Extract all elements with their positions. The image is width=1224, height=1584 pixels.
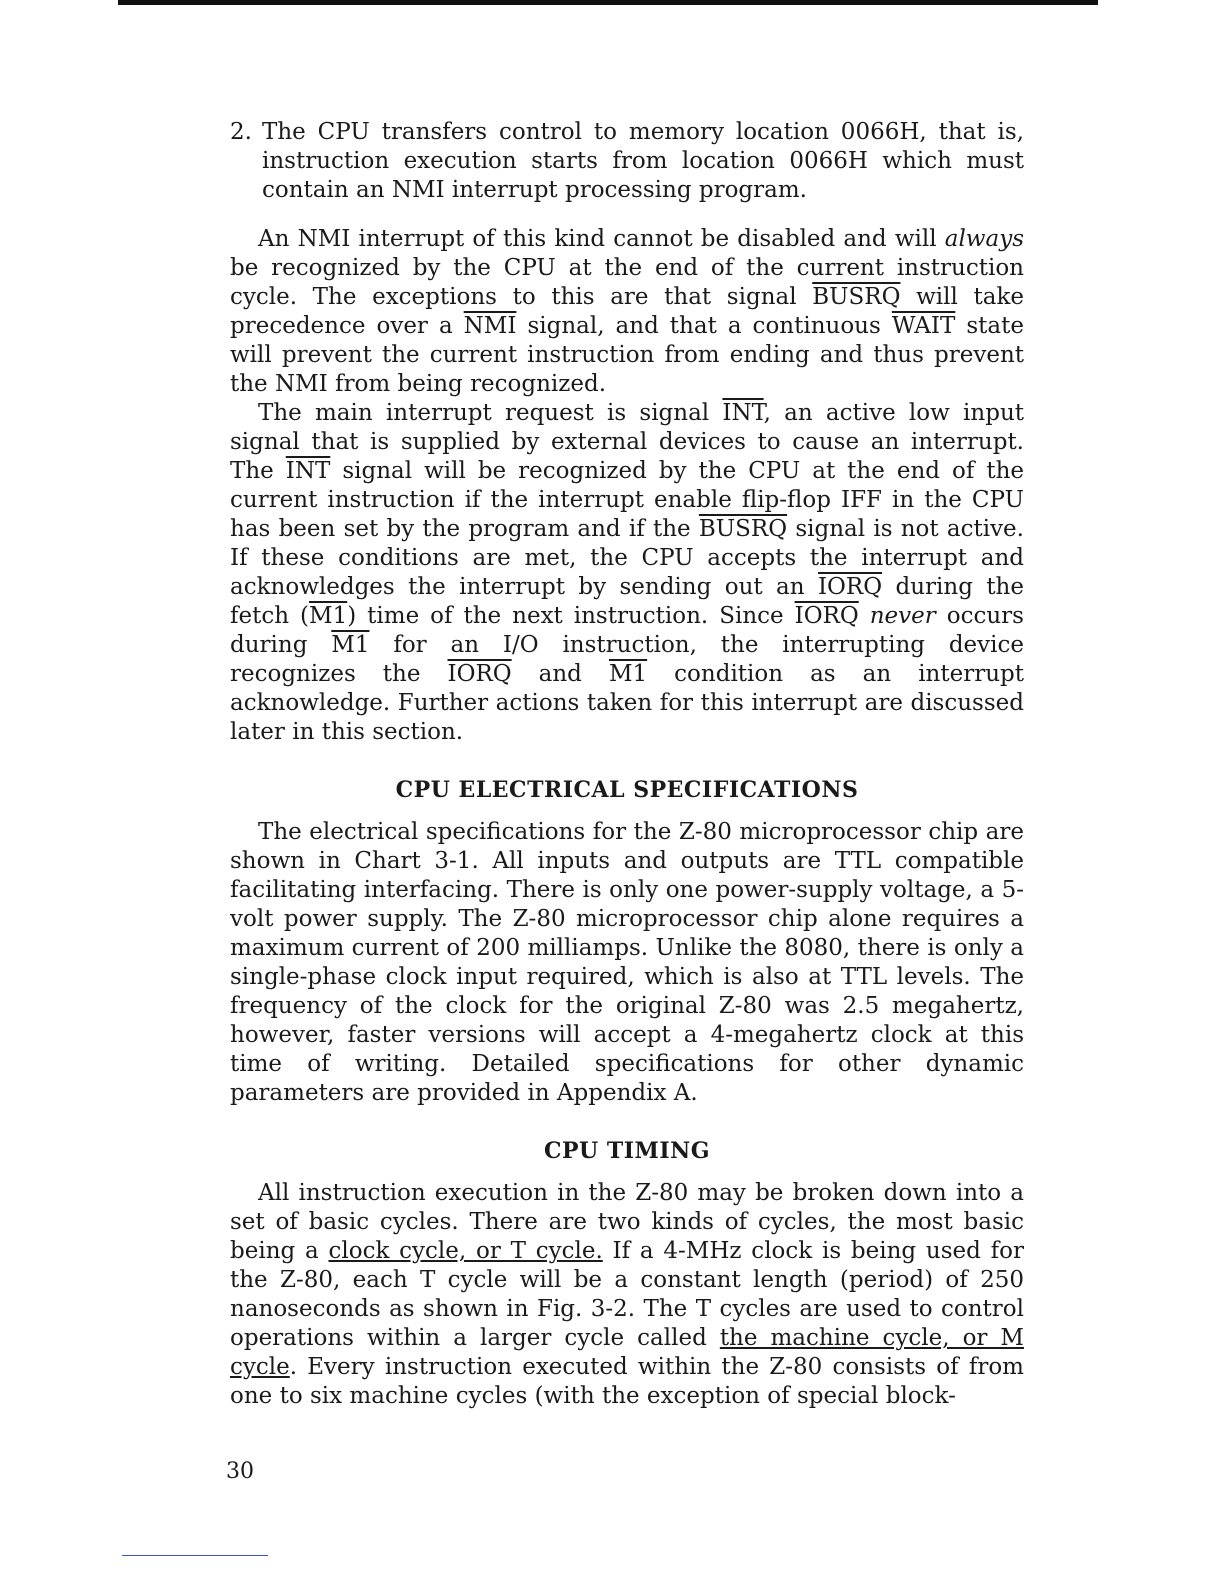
- term-clock-cycle: clock cycle, or T cycle.: [328, 1238, 603, 1264]
- term-machine-cycle: the machine cycle, or M cycle: [230, 1325, 1024, 1380]
- signal-m1: M1: [331, 632, 370, 658]
- signal-busrq: BUSRQ: [812, 284, 901, 310]
- signal-int: $\overline{INT}$: [285, 458, 331, 484]
- text-column: [230, 118, 1024, 1411]
- text-run: All instruction execution in the Z-80 may be broken down into a set of basic cycles. There are two kinds of cycles, the most basic being a: [230, 1180, 1024, 1264]
- text-run: signal is not active. If these conditions are met, the CPU accepts the interrupt and acknowledges the interrupt by sending out an: [230, 516, 1024, 600]
- list-number: 2.: [230, 119, 252, 145]
- electrical-paragraph: The electrical specifications for the Z-80 microprocessor chip are shown in Chart 3-1. All inputs and outputs are TTL compatible facilitating interfacing. There is only one power-supply voltage, a 5-volt power supply. The Z-80 microprocessor chip alone requires a maximum current of 200 milliamps. Unlike the 8080, there is only a single-phase clock input required, which is also at TTL levels. The frequency of the clock for the original Z-80 was 2.5 megahertz, however, faster versions will accept a 4-megahertz clock at this time of writing. Detailed specifications for other dynamic parameters are provided in Appendix A.: [230, 819, 1024, 1106]
- signal-nmi: $\overline{NMI}$: [463, 313, 517, 339]
- text-run: [859, 603, 870, 629]
- nmi-paragraph: [230, 225, 1024, 399]
- text-run: If a 4-MHz clock is being used for the Z-80, each T cycle will be a constant length (period) of 250 nanoseconds as shown in Fig. 3-2. The T cycles are used to control operations within a larger cycle called: [230, 1238, 1025, 1351]
- signal-busrq: BUSRQ: [698, 516, 788, 542]
- page-number: 30: [226, 1459, 254, 1484]
- bottom-rule: [122, 1555, 268, 1556]
- top-rule: [118, 0, 1098, 5]
- int-paragraph: [230, 399, 1024, 747]
- text-run: signal, and that a continuous: [516, 313, 892, 339]
- text-run: signal will be recognized by the CPU at the end of the current instruction if the interrupt enable flip-flop IFF in the CPU has been set by the program and if the: [230, 458, 1025, 542]
- signal-m1: M1: [608, 661, 648, 687]
- text-run: state will prevent the current instruction from ending and thus prevent the NMI from being recognized.: [230, 313, 1024, 397]
- text-run: for an I/O instruction, the interrupting device recognizes the: [230, 632, 1025, 687]
- signal-m1: M1: [309, 603, 348, 629]
- emphasis-never: never: [869, 603, 936, 629]
- section-heading-timing: CPU TIMING: [543, 1138, 711, 1164]
- section-heading-electrical: CPU ELECTRICAL SPECIFICATIONS: [395, 777, 859, 803]
- signal-iorq: IORQ: [794, 603, 859, 629]
- text-run: be recognized by the CPU at the end of the current instruction cycle. The exceptions to this are that signal: [230, 255, 1024, 310]
- timing-paragraph: [230, 1179, 1024, 1411]
- emphasis-always: always: [944, 226, 1024, 252]
- text-run: during the fetch (: [230, 574, 1024, 629]
- signal-iorq: IORQ: [817, 574, 883, 600]
- text-run: The main interrupt request is signal: [258, 400, 723, 426]
- text-run: An NMI interrupt of this kind cannot be disabled and will: [258, 226, 945, 252]
- text-run: and: [511, 661, 609, 687]
- text-run: , an active low input signal that is supplied by external devices to cause an interrupt. The: [230, 400, 1025, 484]
- list-item: [230, 118, 1024, 205]
- text-run: . Every instruction executed within the Z-80 consists of from one to six machine cycles (with the exception of special block-: [230, 1354, 1024, 1409]
- text-run: occurs during: [230, 603, 1024, 658]
- list-item-text: The CPU transfers control to memory location 0066H, that is, instruction execution starts from location 0066H which must contain an NMI interrupt processing program.: [262, 119, 1024, 203]
- signal-wait: WAIT: [891, 313, 956, 339]
- text-run: condition as an interrupt acknowledge. Further actions taken for this interrupt are discussed later in this section.: [230, 661, 1024, 745]
- signal-int: $\overline{INT}$: [722, 400, 764, 426]
- signal-iorq: IORQ: [447, 661, 512, 687]
- text-run: will take precedence over a: [230, 284, 1025, 339]
- text-run: ) time of the next instruction. Since: [347, 603, 795, 629]
